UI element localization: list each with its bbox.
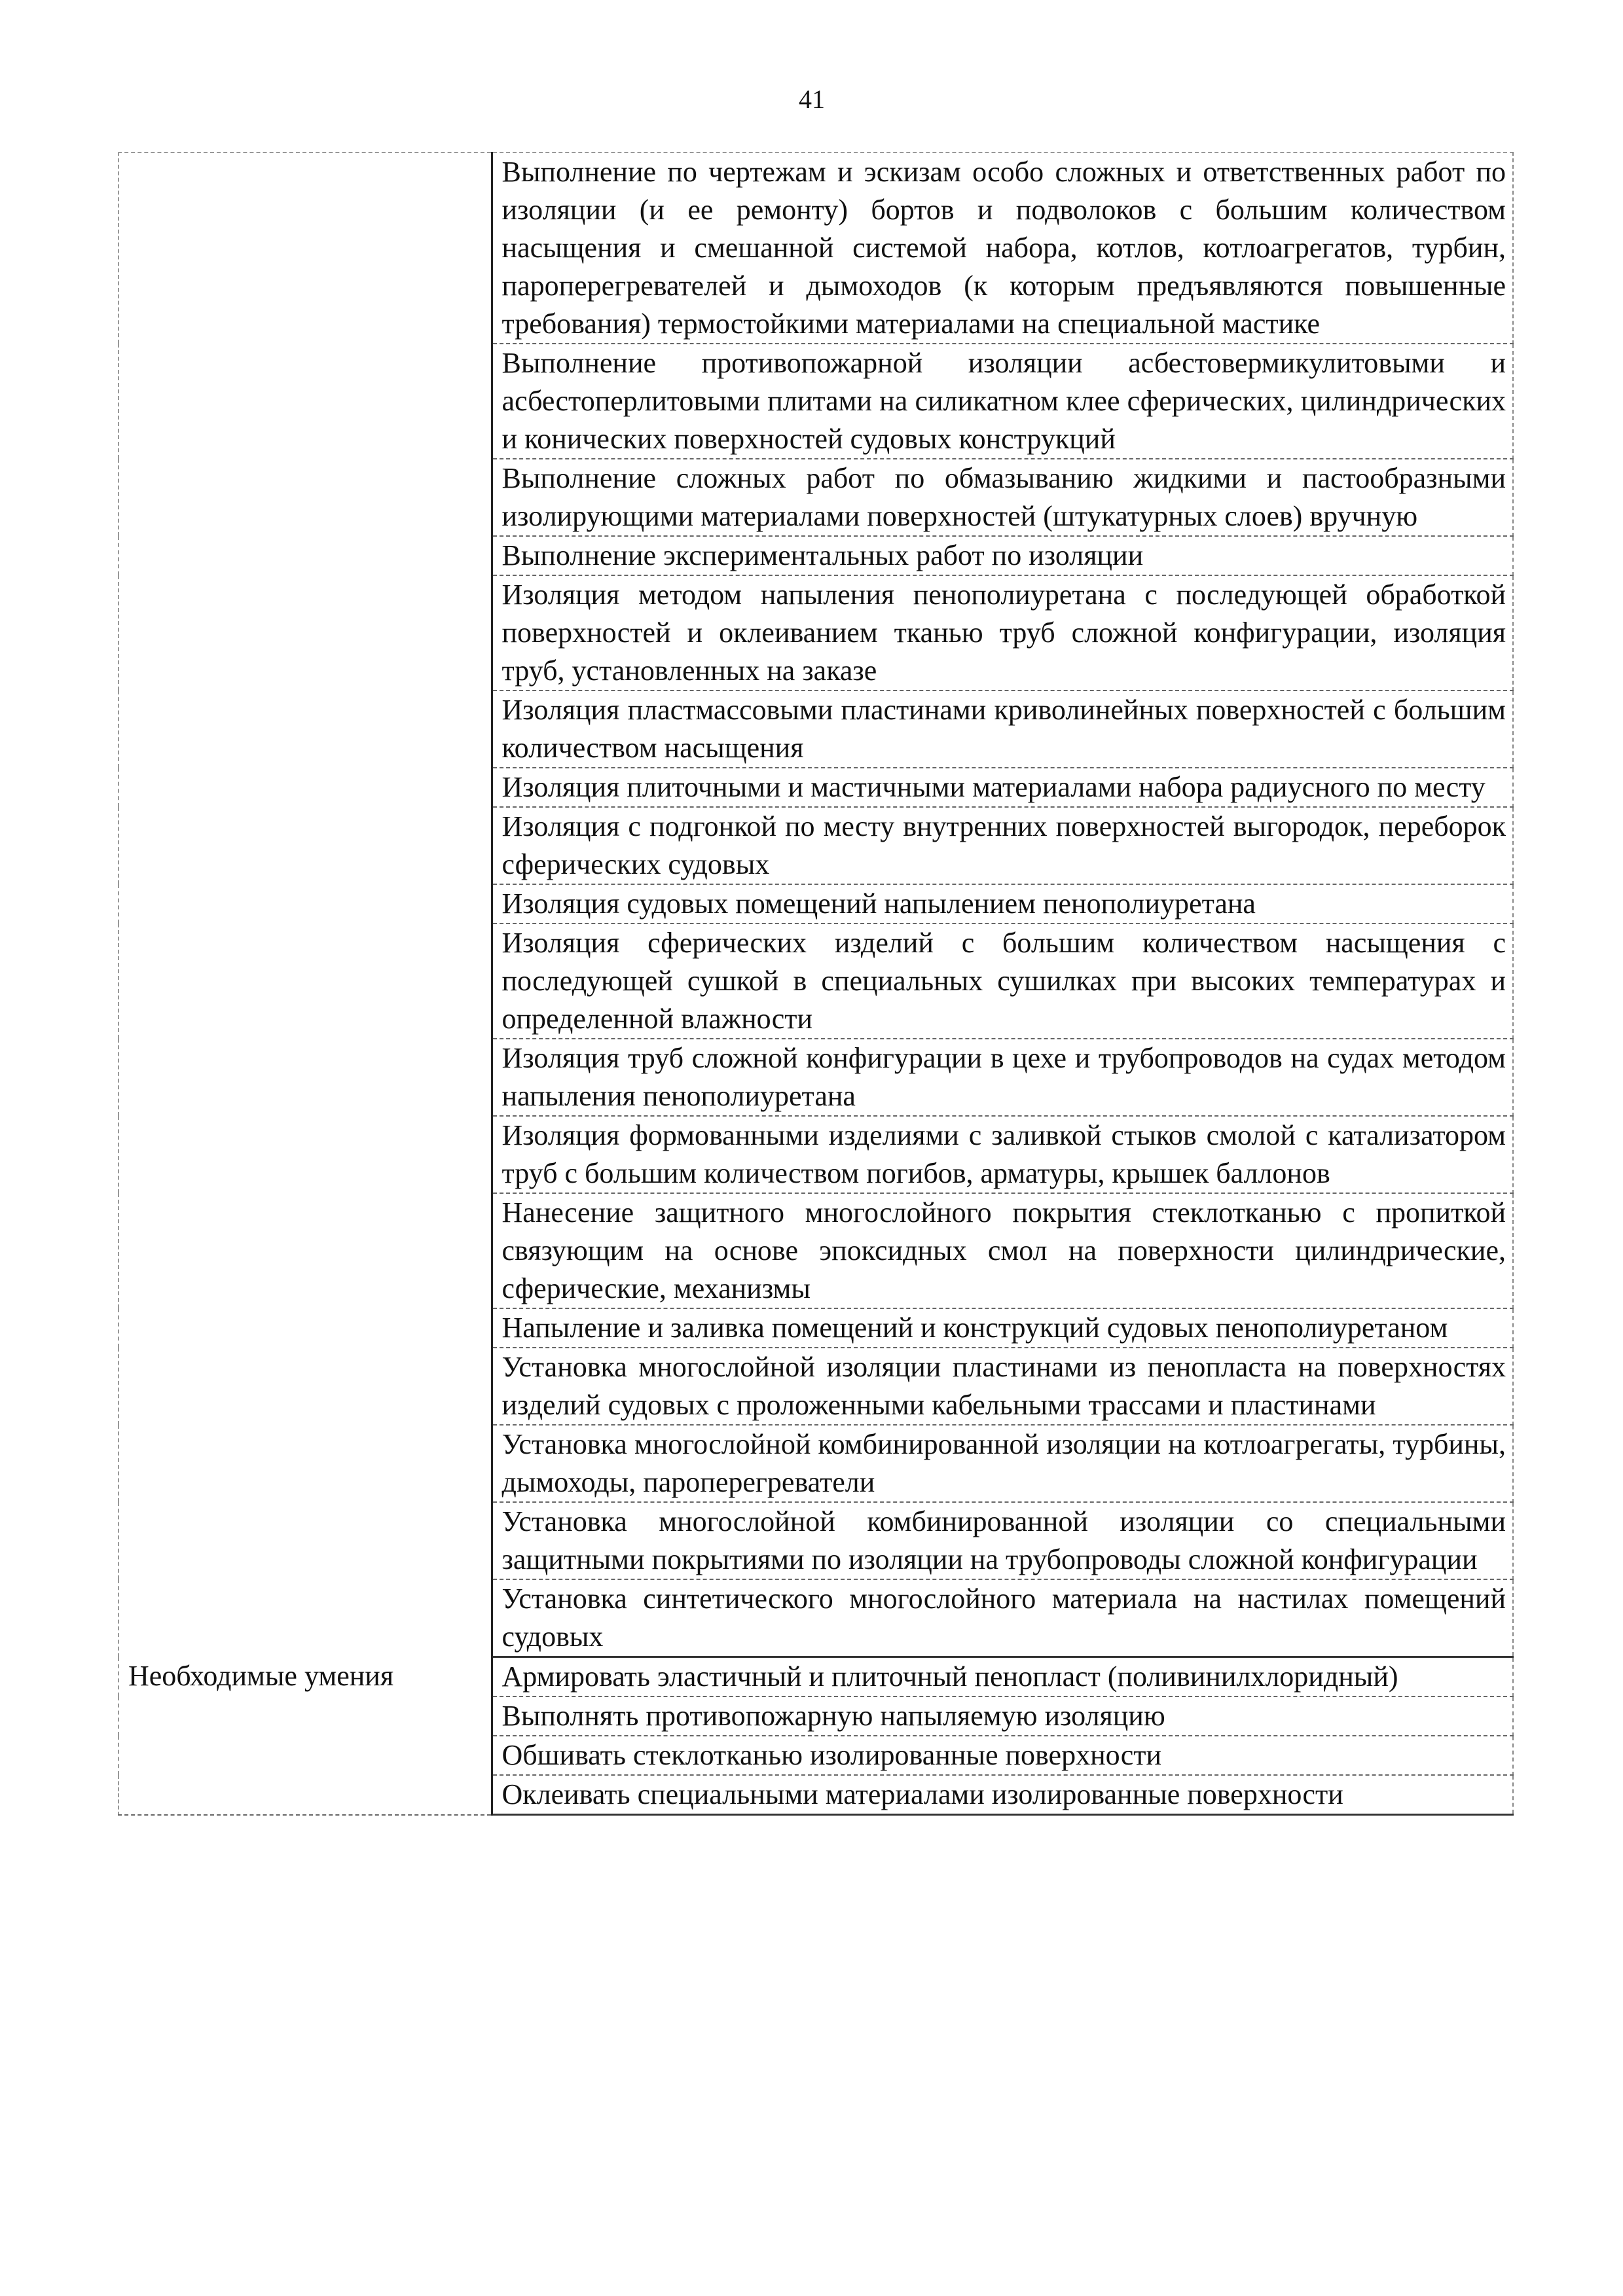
- labor-action-text: Выполнение по чертежам и эскизам особо сложных и ответственных работ по изоляции (и ее ремонту) бортов и подволоков с большим количеством насыщения и смешанной системой набора, котлов, котлоагрегатов, турбин, пароперегревателей и дымоходов (к которым предъявляются повышенные требования) термостойкими материалами на специальной мастике: [492, 152, 1513, 344]
- labor-action-text: Изоляция с подгонкой по месту внутренних поверхностей выгородок, переборок сферических судовых: [492, 807, 1513, 884]
- page-number: 41: [799, 84, 825, 114]
- qualification-table: [118, 152, 1514, 1816]
- labor-action-text: Установка синтетического многослойного материала на настилах помещений судовых: [492, 1579, 1513, 1657]
- labor-actions-label-cell: [119, 152, 492, 1657]
- labor-action-text: Выполнение сложных работ по обмазыванию жидкими и пастообразными изолирующими материалами поверхностей (штукатурных слоев) вручную: [492, 459, 1513, 536]
- labor-action-text: Установка многослойной комбинированной изоляции на котлоагрегаты, турбины, дымоходы, пароперегреватели: [492, 1425, 1513, 1502]
- labor-action-text: Установка многослойной изоляции пластинами из пенопласта на поверхностях изделий судовых с проложенными кабельными трассами и пластинами: [492, 1348, 1513, 1425]
- labor-action-text: Изоляция пластмассовыми пластинами криволинейных поверхностей с большим количеством насыщения: [492, 691, 1513, 768]
- labor-action-text: Изоляция труб сложной конфигурации в цехе и трубопроводов на судах методом напыления пенополиуретана: [492, 1039, 1513, 1116]
- required-skills-label: Необходимые умения: [119, 1657, 492, 1815]
- skill-text: Армировать эластичный и плиточный пенопласт (поливинилхлоридный): [492, 1657, 1513, 1697]
- table-row: [119, 152, 1513, 344]
- labor-action-text: Изоляция сферических изделий с большим количеством насыщения с последующей сушкой в специальных сушилках при высоких температурах и определенной влажности: [492, 924, 1513, 1039]
- labor-action-text: Изоляция методом напыления пенополиуретана с последующей обработкой поверхностей и оклеиванием тканью труб сложной конфигурации, изоляция труб, установленных на заказе: [492, 575, 1513, 691]
- labor-action-text: Выполнение противопожарной изоляции асбестовермикулитовыми и асбестоперлитовыми плитами на силикатном клее сферических, цилиндрических и конических поверхностей судовых конструкций: [492, 344, 1513, 459]
- labor-action-text: Напыление и заливка помещений и конструкций судовых пенополиуретаном: [492, 1308, 1513, 1348]
- labor-action-text: Изоляция формованными изделиями с заливкой стыков смолой с катализатором труб с большим количеством погибов, арматуры, крышек баллонов: [492, 1116, 1513, 1193]
- skill-text: Оклеивать специальными материалами изолированные поверхности: [492, 1775, 1513, 1815]
- skill-text: Выполнять противопожарную напыляемую изоляцию: [492, 1696, 1513, 1736]
- labor-action-text: Нанесение защитного многослойного покрытия стеклотканью с пропиткой связующим на основе эпоксидных смол на поверхности цилиндрические, сферические, механизмы: [492, 1193, 1513, 1308]
- labor-action-text: Изоляция плиточными и мастичными материалами набора радиусного по месту: [492, 768, 1513, 807]
- skill-text: Обшивать стеклотканью изолированные поверхности: [492, 1736, 1513, 1775]
- labor-action-text: Установка многослойной комбинированной изоляции со специальными защитными покрытиями по изоляции на трубопроводы сложной конфигурации: [492, 1502, 1513, 1579]
- labor-action-text: Выполнение экспериментальных работ по изоляции: [492, 536, 1513, 575]
- labor-action-text: Изоляция судовых помещений напылением пенополиуретана: [492, 884, 1513, 924]
- table-row: [119, 1657, 1513, 1697]
